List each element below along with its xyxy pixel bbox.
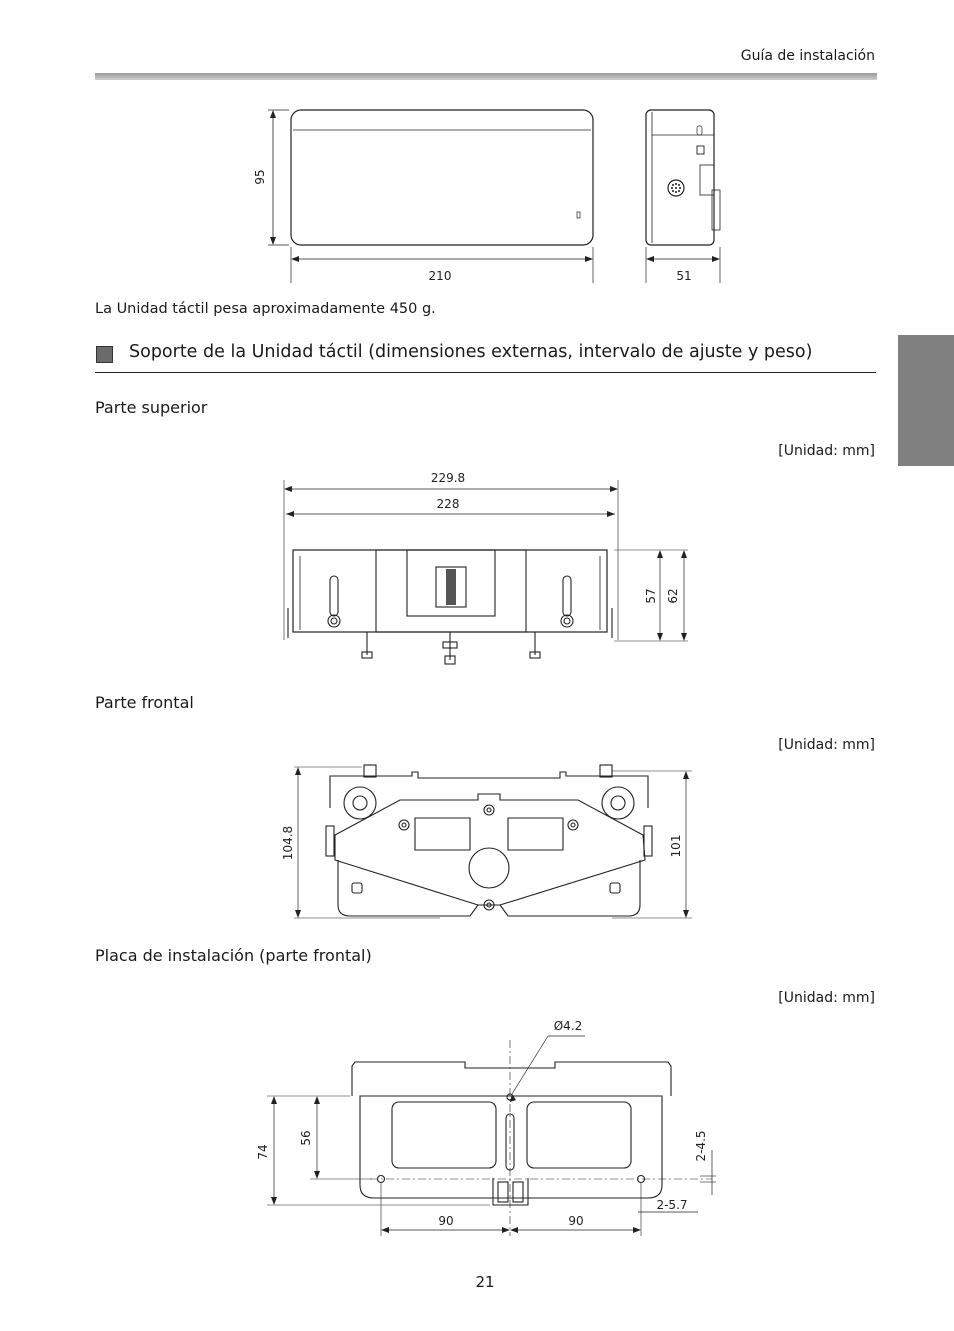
dim-unit-height: 95 xyxy=(253,169,267,185)
bracket-front-view-diagram xyxy=(275,758,695,928)
section-marker xyxy=(96,346,113,363)
dim-hole-diameter: Ø4.2 xyxy=(553,1019,583,1033)
front-view-heading: Parte frontal xyxy=(95,693,194,712)
running-header: Guía de instalación xyxy=(740,48,875,64)
side-tab xyxy=(898,335,954,466)
top-view-unit: [Unidad: mm] xyxy=(778,443,875,459)
header-rule xyxy=(95,73,877,80)
dim-plate-height-74: 74 xyxy=(256,1144,270,1160)
dim-unit-depth: 51 xyxy=(676,269,692,283)
page-number: 21 xyxy=(475,1273,495,1291)
plate-heading: Placa de instalación (parte frontal) xyxy=(95,946,372,965)
section-title: Soporte de la Unidad táctil (dimensiones externas, intervalo de ajuste y peso) xyxy=(129,342,813,362)
bracket-top-view-diagram xyxy=(275,465,695,670)
dim-slot-horizontal: 2-5.7 xyxy=(656,1198,688,1212)
dim-right-span: 90 xyxy=(568,1214,584,1228)
dim-inner-width: 228 xyxy=(436,497,460,511)
section-rule xyxy=(95,372,876,373)
weight-note: La Unidad táctil pesa aproximadamente 450 g. xyxy=(95,301,436,317)
dim-front-left-height: 104.8 xyxy=(281,825,295,861)
dim-slot-vertical: 2-4.5 xyxy=(694,1130,708,1162)
front-view-unit: [Unidad: mm] xyxy=(778,737,875,753)
touch-unit-diagram xyxy=(240,100,740,290)
dim-plate-height-56: 56 xyxy=(299,1130,313,1146)
dim-left-span: 90 xyxy=(438,1214,454,1228)
dim-outer-width: 229.8 xyxy=(430,471,466,485)
dim-unit-width: 210 xyxy=(428,269,452,283)
plate-unit: [Unidad: mm] xyxy=(778,990,875,1006)
dim-depth-57: 57 xyxy=(644,588,658,604)
dim-depth-62: 62 xyxy=(666,588,680,604)
top-view-heading: Parte superior xyxy=(95,398,208,417)
dim-front-right-height: 101 xyxy=(669,834,683,858)
mounting-plate-diagram xyxy=(250,1012,725,1242)
